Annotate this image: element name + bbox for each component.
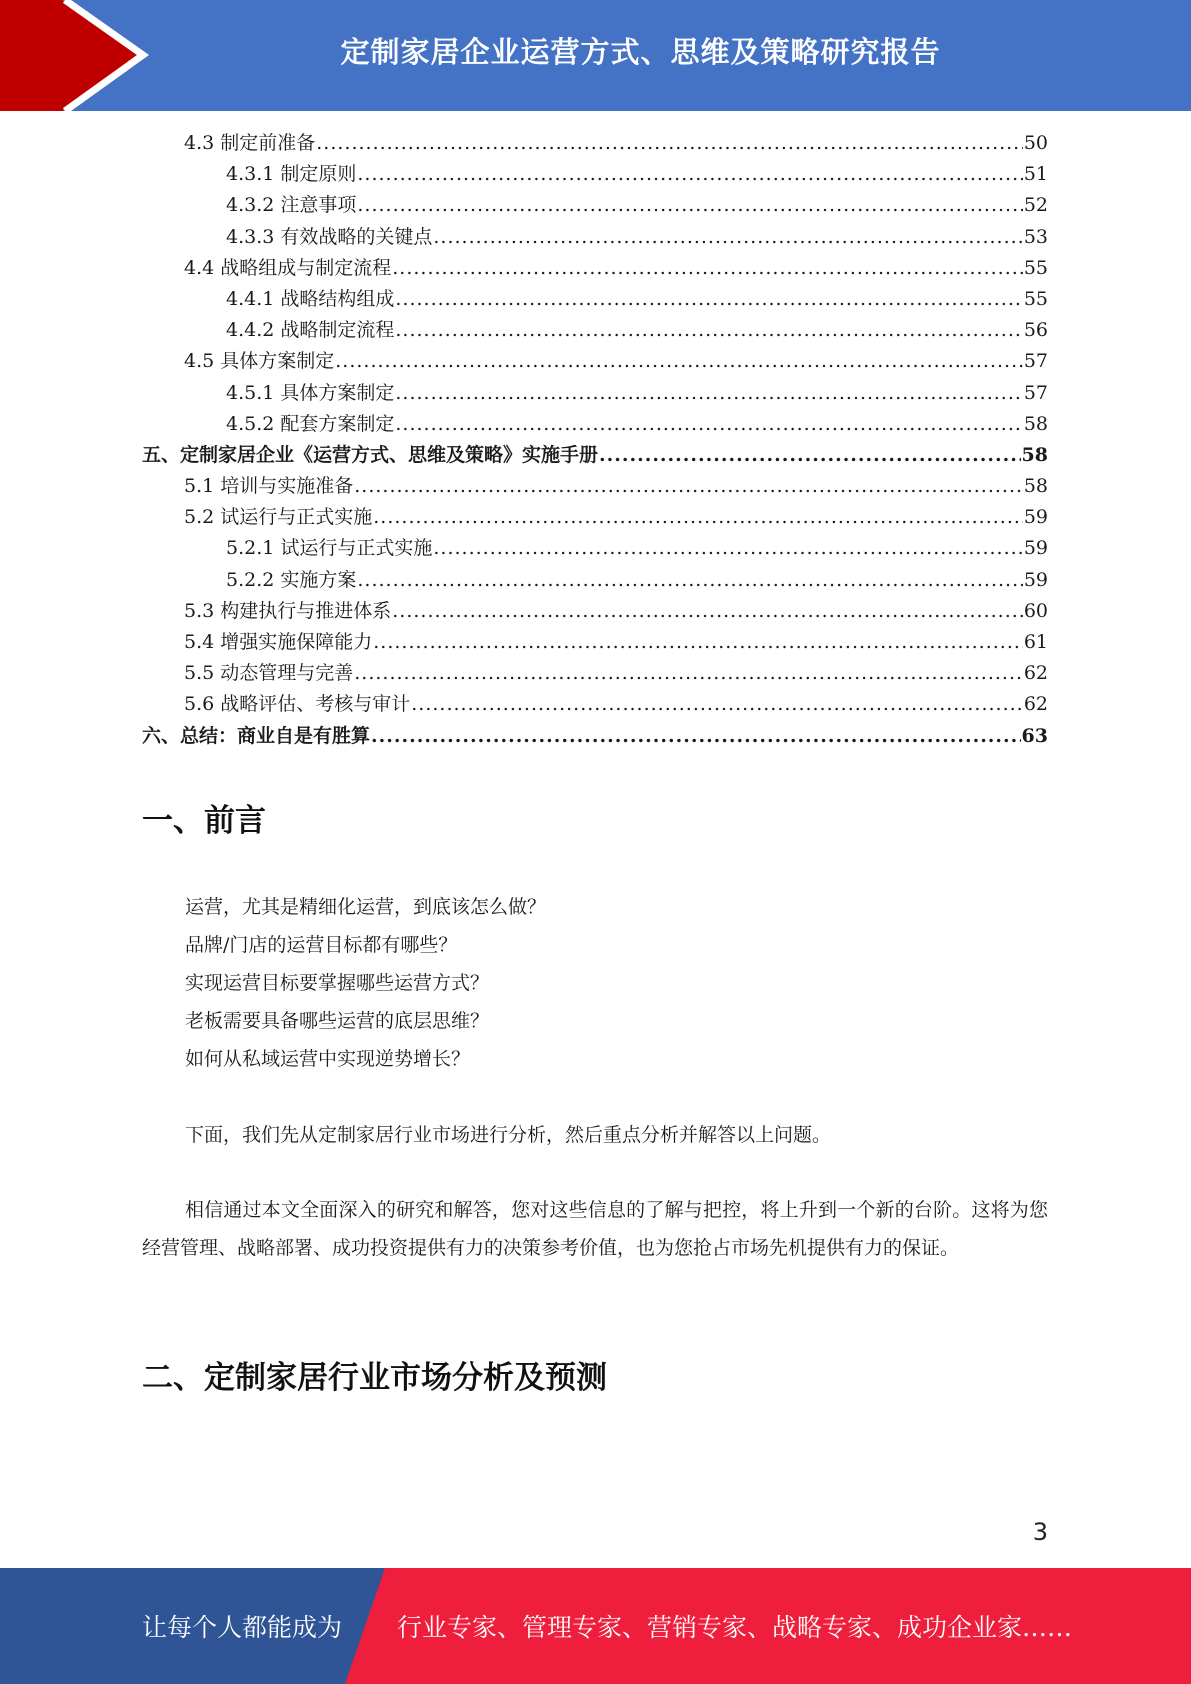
toc-dot-leader <box>335 346 1023 377</box>
question-item: 实现运营目标要掌握哪些运营方式？ <box>185 972 490 994</box>
toc-entry-page: 59 <box>1023 506 1048 529</box>
question-item: 运营，尤其是精细化运营，到底该怎么做？ <box>185 896 547 918</box>
toc-entry[interactable] <box>142 222 1048 253</box>
toc-entry-page: 60 <box>1023 599 1048 622</box>
toc-entry-title: 4.5.2 配套方案制定 <box>226 412 395 435</box>
toc-entry-page: 51 <box>1023 163 1048 186</box>
toc-entry[interactable] <box>142 565 1048 596</box>
toc-entry[interactable] <box>142 440 1048 471</box>
toc-dot-leader <box>373 627 1023 658</box>
toc-dot-leader <box>357 159 1022 190</box>
table-of-contents <box>142 128 1048 752</box>
toc-dot-leader <box>599 440 1021 471</box>
toc-entry-page: 62 <box>1023 662 1048 685</box>
toc-entry-title: 五、定制家居企业《运营方式、思维及策略》实施手册 <box>142 443 599 466</box>
toc-entry[interactable] <box>142 253 1048 284</box>
paragraph-intro: 下面，我们先从定制家居行业市场进行分析，然后重点分析并解答以上问题。 <box>185 1124 832 1146</box>
toc-entry-title: 5.4 增强实施保障能力 <box>184 631 373 653</box>
toc-entry[interactable] <box>142 658 1048 689</box>
toc-entry[interactable] <box>142 596 1048 627</box>
toc-dot-leader <box>395 378 1022 409</box>
toc-entry-page: 57 <box>1023 350 1048 373</box>
toc-dot-leader <box>373 502 1023 533</box>
toc-entry[interactable] <box>142 533 1048 564</box>
section-heading-market-analysis: 二、定制家居行业市场分析及预测 <box>142 1360 607 1396</box>
toc-entry[interactable] <box>142 346 1048 377</box>
paragraph-value: 相信通过本文全面深入的研究和解答，您对这些信息的了解与把控，将上升到一个新的台阶。这将为您经营管理、战略部署、成功投资提供有力的决策参考价值，也为您抢占市场先机提供有力的保证。 <box>142 1199 1048 1259</box>
question-item: 品牌/门店的运营目标都有哪些？ <box>185 934 458 956</box>
toc-dot-leader <box>392 596 1023 627</box>
toc-dot-leader <box>354 471 1023 502</box>
toc-entry-page: 55 <box>1023 287 1048 310</box>
header-title: 定制家居企业运营方式、思维及策略研究报告 <box>340 34 941 69</box>
toc-dot-leader <box>395 284 1022 315</box>
toc-entry[interactable] <box>142 315 1048 346</box>
toc-entry-title: 4.3.2 注意事项 <box>226 194 357 217</box>
toc-entry-page: 63 <box>1021 724 1048 747</box>
toc-entry-page: 62 <box>1023 693 1048 716</box>
question-list <box>185 888 546 1078</box>
toc-dot-leader <box>316 128 1023 159</box>
toc-dot-leader <box>395 315 1022 346</box>
toc-entry-page: 57 <box>1023 381 1048 404</box>
toc-entry-title: 4.4 战略组成与制定流程 <box>184 256 392 279</box>
question-item: 老板需要具备哪些运营的底层思维？ <box>185 1010 490 1032</box>
toc-entry-title: 4.4.2 战略制定流程 <box>226 319 395 342</box>
toc-entry-page: 50 <box>1023 132 1048 154</box>
toc-entry-page: 59 <box>1023 537 1048 560</box>
toc-entry-title: 5.2.2 实施方案 <box>226 568 357 591</box>
page-header <box>0 0 1191 111</box>
question-item: 如何从私域运营中实现逆势增长？ <box>185 1048 471 1070</box>
toc-entry[interactable] <box>142 471 1048 502</box>
toc-entry-title: 4.5 具体方案制定 <box>184 350 335 373</box>
toc-entry[interactable] <box>142 409 1048 440</box>
toc-entry-title: 5.2.1 试运行与正式实施 <box>226 537 433 560</box>
toc-dot-leader <box>411 689 1023 720</box>
toc-entry-title: 5.3 构建执行与推进体系 <box>184 599 392 622</box>
toc-entry[interactable] <box>142 627 1048 658</box>
toc-entry-title: 4.5.1 具体方案制定 <box>226 381 395 404</box>
toc-entry[interactable] <box>142 721 1048 752</box>
footer-slogan-right: 行业专家、管理专家、营销专家、战略专家、成功企业家…… <box>397 1613 1073 1642</box>
toc-dot-leader <box>371 721 1021 752</box>
toc-entry[interactable] <box>142 128 1048 159</box>
toc-entry-page: 58 <box>1023 412 1048 435</box>
toc-entry-title: 六、总结：商业自是有胜算 <box>142 724 371 747</box>
toc-entry-page: 56 <box>1023 319 1048 342</box>
toc-entry-page: 53 <box>1023 225 1048 248</box>
toc-entry[interactable] <box>142 190 1048 221</box>
toc-dot-leader <box>354 658 1023 689</box>
toc-dot-leader <box>433 222 1022 253</box>
toc-entry-title: 4.4.1 战略结构组成 <box>226 287 395 310</box>
toc-entry-page: 59 <box>1023 568 1048 591</box>
toc-dot-leader <box>392 253 1023 284</box>
toc-entry-page: 52 <box>1023 194 1048 217</box>
toc-entry-page: 61 <box>1023 631 1048 653</box>
toc-entry-title: 4.3.1 制定原则 <box>226 163 357 186</box>
toc-entry-title: 4.3.3 有效战略的关键点 <box>226 225 433 248</box>
page-number: 3 <box>1032 1518 1048 1546</box>
section-heading-preface: 一、前言 <box>142 803 266 839</box>
toc-entry-title: 4.3 制定前准备 <box>184 132 316 154</box>
toc-entry-page: 58 <box>1023 475 1048 498</box>
toc-dot-leader <box>357 190 1022 221</box>
toc-entry[interactable] <box>142 502 1048 533</box>
toc-entry[interactable] <box>142 159 1048 190</box>
toc-entry[interactable] <box>142 378 1048 409</box>
page-footer <box>0 1568 1191 1684</box>
toc-entry-title: 5.1 培训与实施准备 <box>184 475 354 498</box>
footer-slogan-left: 让每个人都能成为 <box>142 1613 343 1642</box>
toc-entry[interactable] <box>142 689 1048 720</box>
toc-dot-leader <box>433 533 1022 564</box>
toc-entry-title: 5.6 战略评估、考核与审计 <box>184 693 411 716</box>
toc-dot-leader <box>357 565 1022 596</box>
toc-entry-page: 55 <box>1023 256 1048 279</box>
toc-entry-title: 5.2 试运行与正式实施 <box>184 506 373 529</box>
toc-dot-leader <box>395 409 1022 440</box>
toc-entry-title: 5.5 动态管理与完善 <box>184 662 354 685</box>
toc-entry[interactable] <box>142 284 1048 315</box>
toc-entry-page: 58 <box>1021 443 1048 466</box>
